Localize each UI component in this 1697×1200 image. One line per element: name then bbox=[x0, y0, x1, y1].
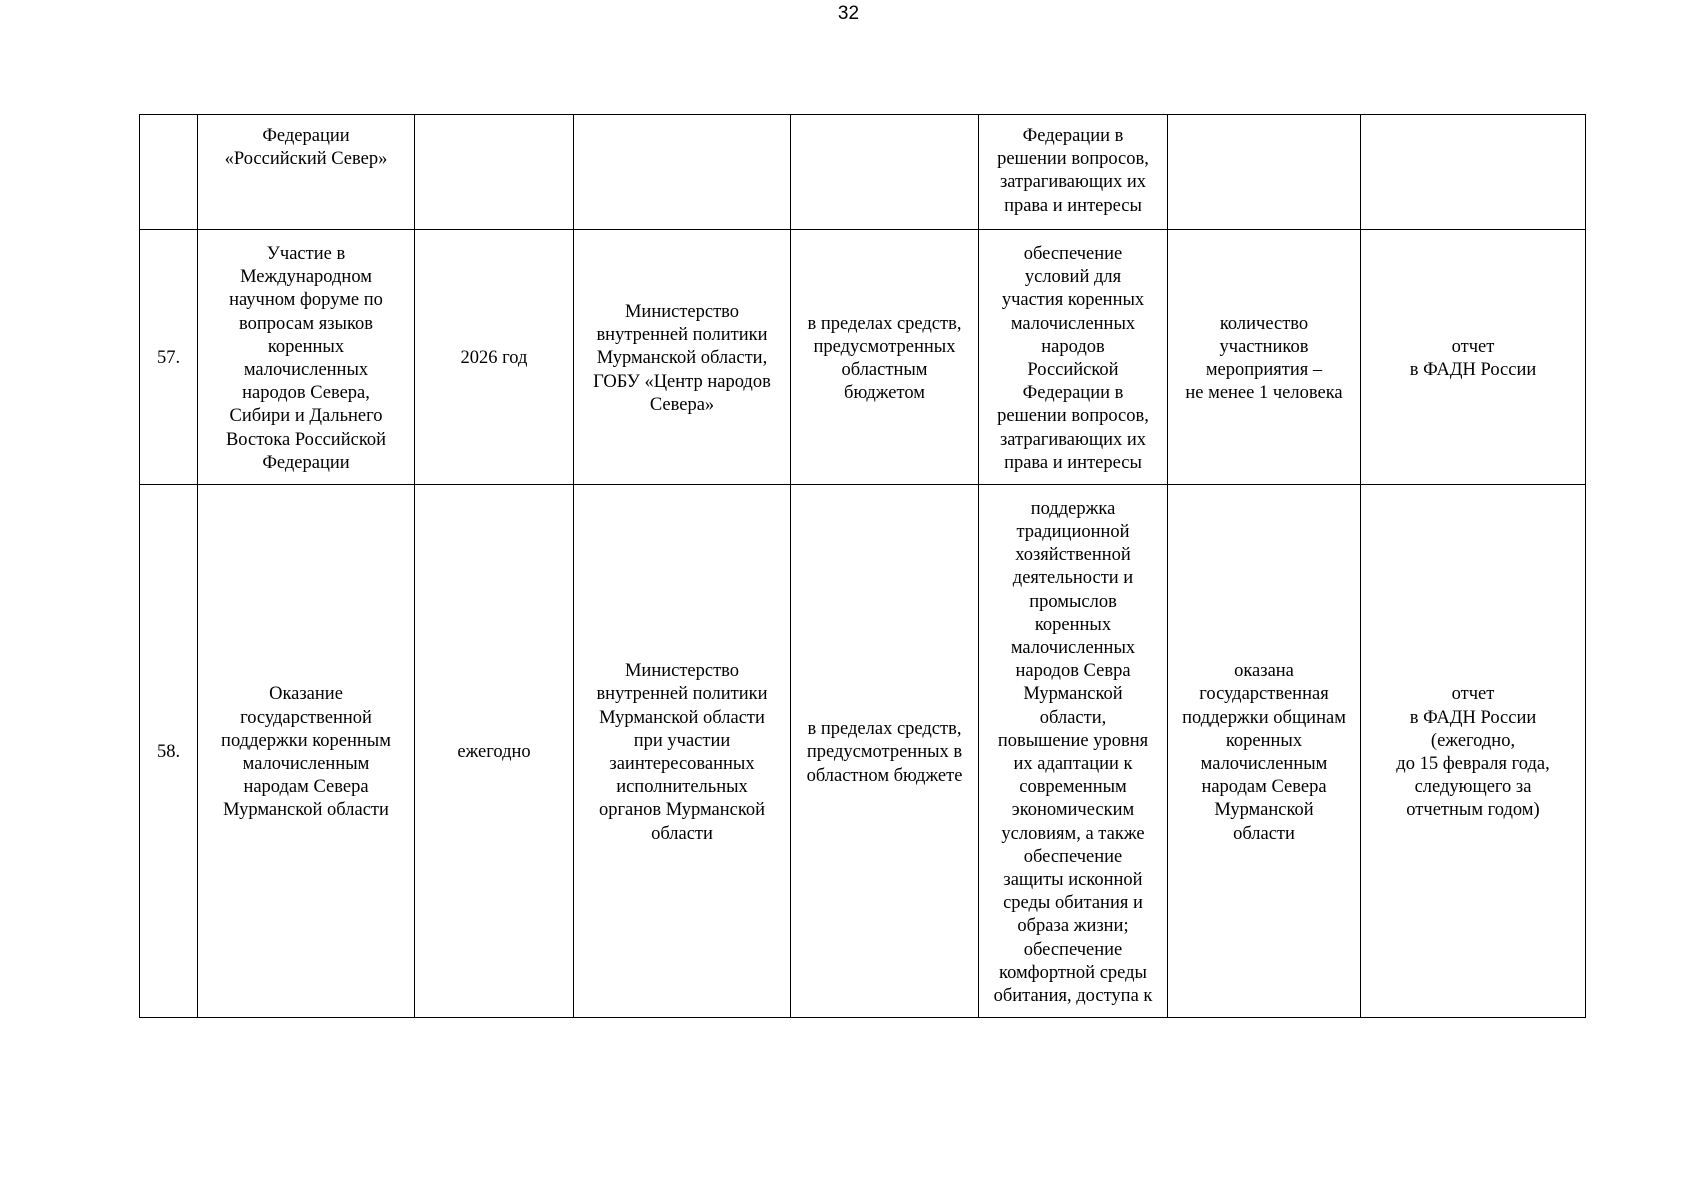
cell-indicator bbox=[1168, 485, 1361, 1018]
cell-text: в пределах средств, предусмотренных областным бюджетом bbox=[807, 313, 962, 404]
cell-text: Федерации в решении вопросов, затрагивающих их права и интересы bbox=[997, 126, 1149, 216]
cell-indicator bbox=[1168, 115, 1361, 230]
cell-text: количество участников мероприятия – не менее 1 человека bbox=[1185, 313, 1343, 404]
measures-table bbox=[139, 114, 1586, 1018]
cell-number bbox=[140, 485, 198, 1018]
cell-report bbox=[1361, 115, 1586, 230]
table-row-58 bbox=[140, 485, 1586, 1018]
cell-text: Участие в Международном научном форуме по вопросам языков коренных малочисленных народов Севера, Сибири и Дальнего Востока Российской Федерации bbox=[225, 243, 387, 473]
cell-text: Министерство внутренней политики Мурманской области при участии заинтересованных исполнительных органов Мурманской области bbox=[596, 661, 768, 844]
cell-funding bbox=[791, 115, 979, 230]
cell-text: отчет в ФАДН России bbox=[1409, 336, 1537, 380]
cell-text: 57. bbox=[156, 348, 181, 369]
cell-funding bbox=[791, 485, 979, 1018]
cell-number bbox=[140, 230, 198, 485]
table-row-57 bbox=[140, 230, 1586, 485]
cell-text: обеспечение условий для участия коренных малочисленных народов Российской Федерации в решении вопросов, затрагивающих их права и интересы bbox=[997, 243, 1149, 473]
cell-report bbox=[1361, 230, 1586, 485]
cell-text: Министерство внутренней политики Мурманской области, ГОБУ «Центр народов Севера» bbox=[593, 301, 771, 415]
cell-text: в пределах средств, предусмотренных в областном бюджете bbox=[806, 719, 963, 786]
cell-executors bbox=[574, 485, 791, 1018]
cell-event bbox=[198, 230, 415, 485]
cell-term bbox=[415, 230, 574, 485]
cell-result bbox=[979, 485, 1168, 1018]
table-row-continuation bbox=[140, 115, 1586, 230]
cell-term bbox=[415, 485, 574, 1018]
cell-result bbox=[979, 115, 1168, 230]
cell-term bbox=[415, 115, 574, 230]
cell-text: Оказание государственной поддержки коренным малочисленным народам Севера Мурманской области bbox=[221, 684, 391, 821]
page-number: 32 bbox=[837, 3, 860, 24]
cell-text: ежегодно bbox=[457, 742, 531, 763]
cell-text: поддержка традиционной хозяйственной деятельности и промыслов коренных малочисленных народов Севра Мурманской области, повышение уровня их адаптации к современным экономическим условиям, а также обеспечение защиты исконной среды обитания и образа жизни; обеспечение комфортной среды обитания, доступа к bbox=[993, 498, 1153, 1007]
cell-funding bbox=[791, 230, 979, 485]
cell-executors bbox=[574, 230, 791, 485]
cell-text: 2026 год bbox=[460, 348, 528, 369]
cell-text: отчет в ФАДН России (ежегодно, до 15 февраля года, следующего за отчетным годом) bbox=[1396, 684, 1550, 821]
cell-number bbox=[140, 115, 198, 230]
cell-text: оказана государственная поддержки общинам коренных малочисленным народам Севера Мурманской области bbox=[1182, 661, 1346, 844]
cell-report bbox=[1361, 485, 1586, 1018]
cell-text: 58. bbox=[156, 742, 181, 763]
cell-text: Федерации «Российский Север» bbox=[224, 126, 388, 170]
cell-indicator bbox=[1168, 230, 1361, 485]
cell-executors bbox=[574, 115, 791, 230]
cell-result bbox=[979, 230, 1168, 485]
cell-event bbox=[198, 115, 415, 230]
cell-event bbox=[198, 485, 415, 1018]
